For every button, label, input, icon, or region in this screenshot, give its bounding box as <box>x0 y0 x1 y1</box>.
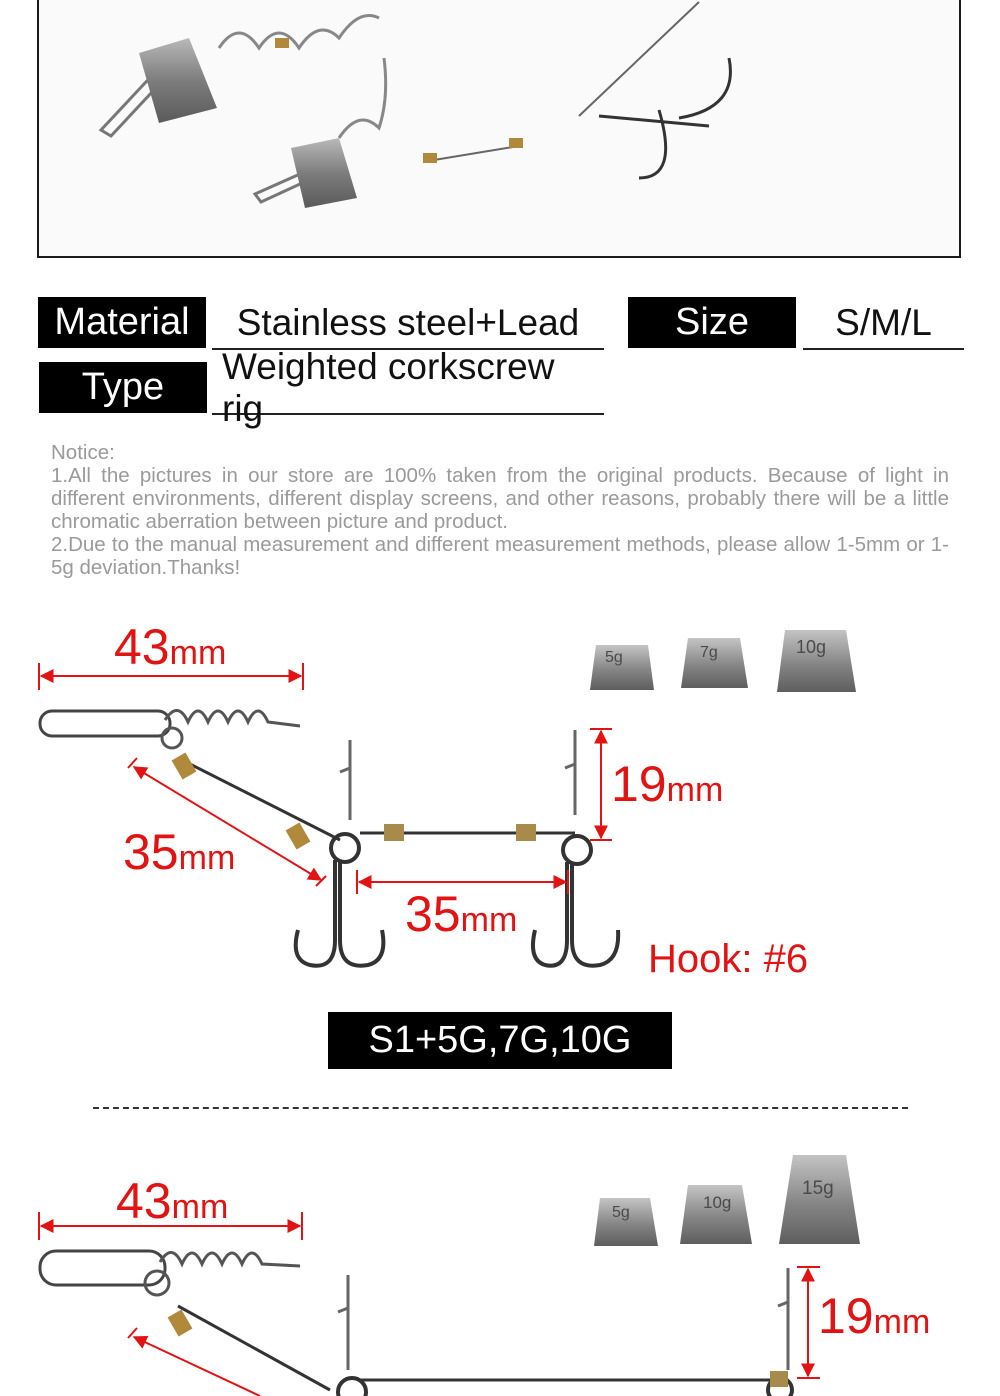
notice-line-2: 2.Due to the manual measurement and different measurement methods, please allow 1-5mm or 1-5g deviation.Thanks! <box>51 533 949 579</box>
weight-3-label: 10g <box>796 637 827 657</box>
notice-heading: Notice: <box>51 441 115 464</box>
dim-diagonal-label: 35mm <box>123 824 236 880</box>
size-label: Size <box>628 297 796 348</box>
type-value: Weighted corkscrew rig <box>212 362 604 415</box>
notice-line-1: 1.All the pictures in our store are 100% taken from the original products. Because of light in different environments, different display screens, and other reasons, probably there will be a little chromatic aberration between picture and product. <box>51 464 949 533</box>
weight-2-2-label: 10g <box>703 1193 732 1212</box>
dim-hook-label: 19mm <box>611 756 724 812</box>
size-value: S/M/L <box>803 297 964 350</box>
weight-2-1-label: 5g <box>612 1204 630 1221</box>
dim-top-label: 43mm <box>114 619 227 675</box>
dim2-hook-label: 19mm <box>818 1288 931 1344</box>
dim2-top-label: 43mm <box>116 1173 229 1229</box>
material-label: Material <box>38 297 206 348</box>
weight-2-label: 7g <box>700 644 718 661</box>
weight-1-label: 5g <box>605 649 623 666</box>
material-value: Stainless steel+Lead <box>212 297 604 350</box>
dim-middle-label: 35mm <box>405 886 518 942</box>
hook-size-label: Hook: #6 <box>648 937 809 981</box>
variant-badge: S1+5G,7G,10G <box>328 1012 672 1069</box>
weight-2-3-label: 15g <box>802 1178 834 1199</box>
type-label: Type <box>39 362 207 413</box>
